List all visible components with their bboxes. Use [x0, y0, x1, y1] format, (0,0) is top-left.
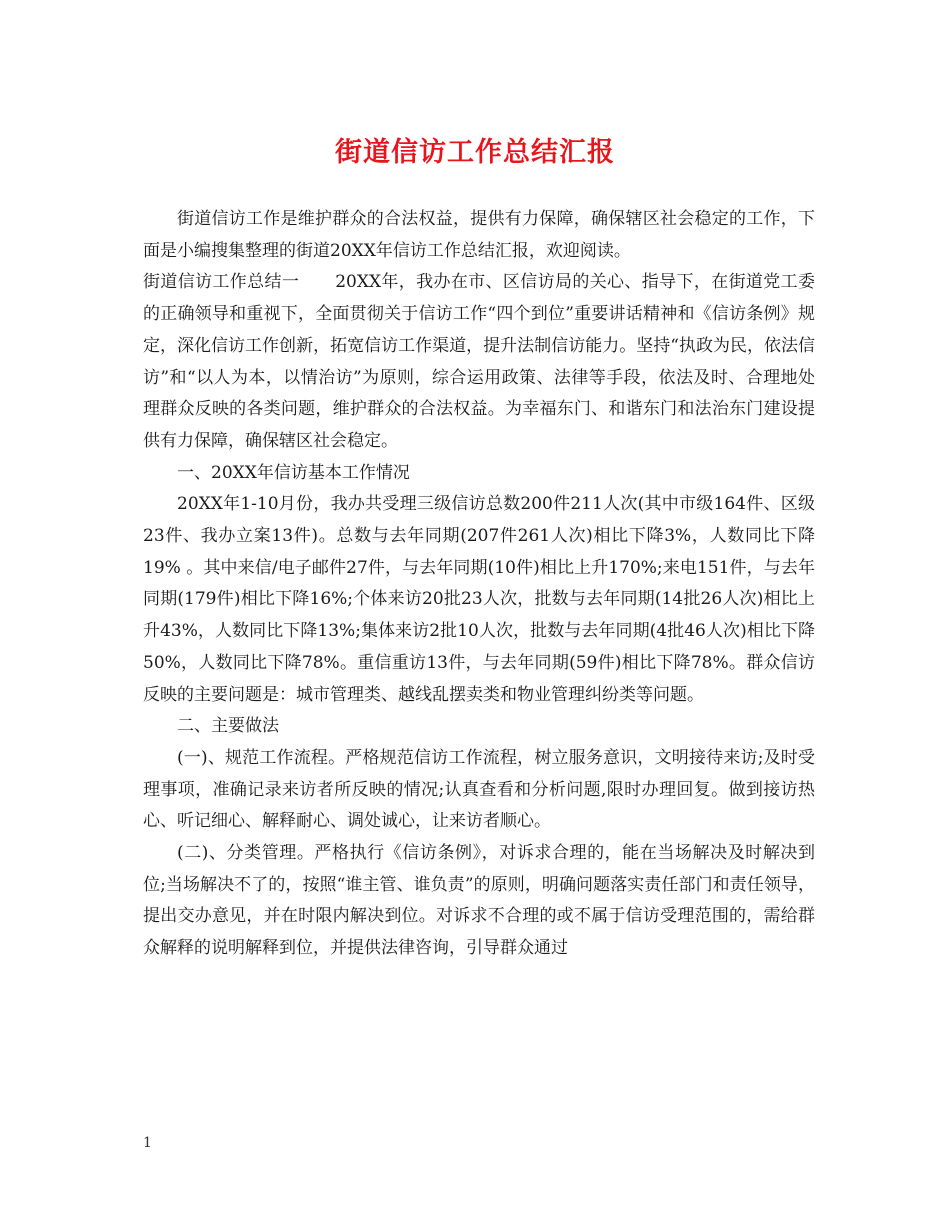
section1-paragraph: 20XX年1-10月份，我办共受理三级信访总数200件211人次(其中市级164件、区级23件、我办立案13件)。总数与去年同期(207件261人次)相比下降3%，人数同比下降19% 。其中来信/电子邮件27件，与去年同期(10件)相比上升170%;来电151件，与去年同期(179件)相比下降16%;个体来访20批23人次，批数与去年同期(14批26人次)相比上升43%，人数同比下降13%;集体来访2批10人次，批数与去年同期(4批46人次)相比下降50%，人数同比下降78%。重信重访13件，与去年同期(59件)相比下降78%。群众信访反映的主要问题是：城市管理类、越线乱摆卖类和物业管理纠纷类等问题。	[143, 494, 815, 705]
intro-paragraph: 街道信访工作是维护群众的合法权益，提供有力保障，确保辖区社会稳定的工作，下面是小编搜集整理的街道20XX年信访工作总结汇报，欢迎阅读。	[143, 209, 815, 261]
summary-text: 20XX年，我办在市、区信访局的关心、指导下，在街道党工委的正确领导和重视下，全面贯彻关于信访工作“四个到位”重要讲话精神和《信访条例》规定，深化信访工作创新，拓宽信访工作渠道，提升法制信访能力。坚持“执政为民，依法信访”和“以人为本，以情治访”为原则，综合运用政策、法律等手段，依法及时、合理地处理群众反映的各类问题，维护群众的合法权益。为幸福东门、和谐东门和法治东门建设提供有力保障，确保辖区社会稳定。	[143, 272, 815, 451]
item2-paragraph: (二)、分类管理。严格执行《信访条例》，对诉求合理的，能在当场解决及时解决到位;当场解决不了的，按照“谁主管、谁负责”的原则，明确问题落实责任部门和责任领导，提出交办意见，并在时限内解决到位。对诉求不合理的或不属于信访受理范围的，需给群众解释的说明解释到位，并提供法律咨询，引导群众通过	[143, 843, 815, 959]
summary-paragraph	[143, 267, 815, 457]
item1-paragraph: (一)、规范工作流程。严格规范信访工作流程，树立服务意识，文明接待来访;及时受理事项，准确记录来访者所反映的情况;认真查看和分析问题,限时办理回复。做到接访热心、听记细心、解释耐心、调处诚心，让来访者顺心。	[143, 747, 815, 832]
summary-label: 街道信访工作总结一	[143, 272, 300, 293]
document-body	[143, 204, 815, 965]
document-title: 街道信访工作总结汇报	[335, 137, 615, 168]
page-number: 1	[143, 1135, 152, 1151]
section2-heading: 二、主要做法	[177, 716, 279, 737]
section1-heading: 一、20XX年信访基本工作情况	[177, 462, 410, 483]
